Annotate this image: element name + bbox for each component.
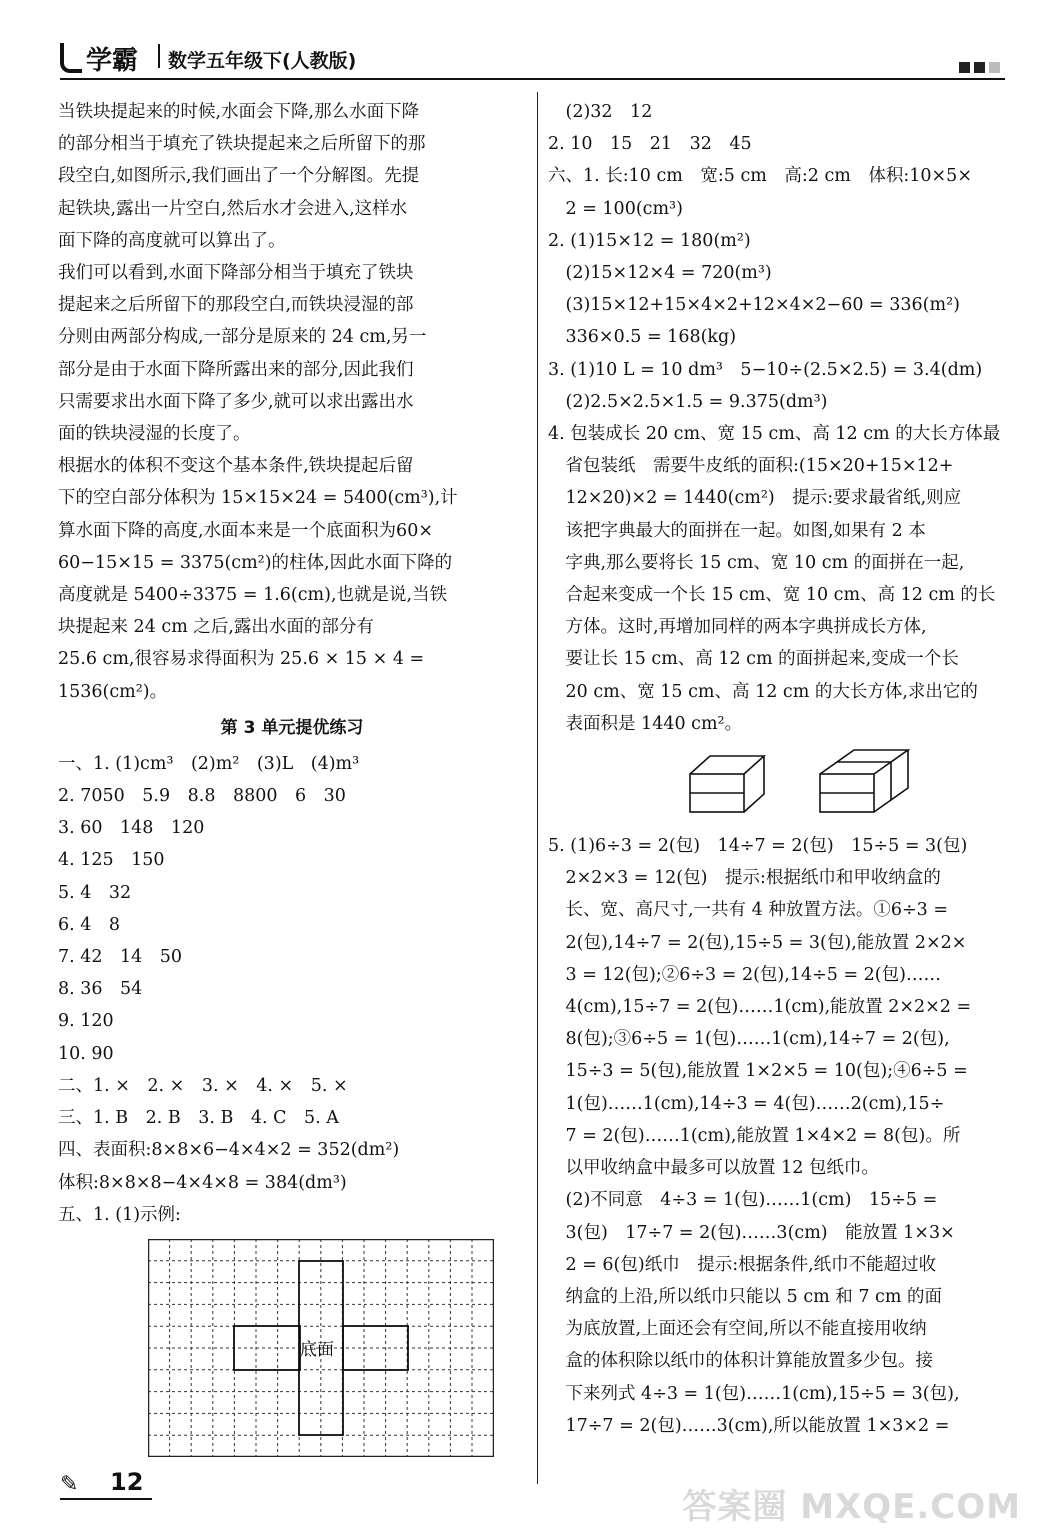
logo bbox=[60, 40, 138, 77]
right-column bbox=[548, 96, 1010, 1442]
answer-line: 字典,那么要将长 15 cm、宽 10 cm 的面拼在一起, bbox=[548, 552, 965, 573]
answer-line: 二、1. × 2. × 3. × 4. × 5. × bbox=[58, 1075, 348, 1096]
book-title: 数学五年级下(人教版) bbox=[168, 50, 357, 72]
answer-line: (2)32 12 bbox=[548, 102, 653, 122]
answer-line: 2. (1)15×12 = 180(m²) bbox=[548, 230, 751, 251]
answer-line: 下来列式 4÷3 = 1(包)……1(cm),15÷5 = 3(包), bbox=[548, 1383, 960, 1404]
stacked-boxes-diagram bbox=[688, 748, 988, 816]
text-line: 面下降的高度就可以算出了。 bbox=[58, 230, 286, 251]
answer-line: 8. 36 54 bbox=[58, 979, 143, 1000]
answer-line: 3(包) 17÷7 = 2(包)……3(cm) 能放置 1×3× bbox=[548, 1222, 955, 1243]
left-column bbox=[58, 96, 526, 1457]
answer-line: 2 = 6(包)纸巾 提示:根据条件,纸巾不能超过收 bbox=[548, 1254, 937, 1275]
answer-line: (2)2.5×2.5×1.5 = 9.375(dm³) bbox=[548, 391, 828, 412]
answer-line: 2×2×3 = 12(包) 提示:根据纸巾和甲收纳盒的 bbox=[548, 868, 941, 889]
answer-line: 三、1. B 2. B 3. B 4. C 5. A bbox=[58, 1108, 339, 1129]
text-line: 25.6 cm,很容易求得面积为 25.6 × 15 × 4 = bbox=[58, 649, 425, 670]
answer-line: 一、1. (1)cm³ (2)m² (3)L (4)m³ bbox=[58, 753, 360, 774]
header-separator bbox=[158, 44, 160, 68]
answer-line: 省包装纸 需要牛皮纸的面积:(15×20+15×12+ bbox=[548, 456, 954, 477]
page-number: 12 bbox=[110, 1468, 144, 1496]
explanation-para-2 bbox=[58, 257, 526, 450]
text-line: 段空白,如图所示,我们画出了一个分解图。先提 bbox=[58, 166, 420, 187]
answer-line: 5. (1)6÷3 = 2(包) 14÷7 = 2(包) 15÷5 = 3(包) bbox=[548, 836, 968, 857]
answer-line: 4(cm),15÷7 = 2(包)……1(cm),能放置 2×2×2 = bbox=[548, 997, 972, 1018]
answer-line: 该把字典最大的面拼在一起。如图,如果有 2 本 bbox=[548, 520, 926, 541]
answer-line: 要让长 15 cm、高 12 cm 的面拼起来,变成一个长 bbox=[548, 649, 959, 670]
answer-line: 8(包);③6÷5 = 1(包)……1(cm),14÷7 = 2(包), bbox=[548, 1029, 950, 1050]
explanation-para-3 bbox=[58, 450, 526, 708]
text-line: 提起来之后所留下的那段空白,而铁块浸湿的部 bbox=[58, 295, 414, 316]
grid-label: 底面 bbox=[300, 1339, 334, 1360]
watermark: 答案圈 MXQE.COM bbox=[682, 1487, 1021, 1527]
text-line: 分则由两部分构成,一部分是原来的 24 cm,另一 bbox=[58, 327, 427, 348]
answer-line: 4. 包装成长 20 cm、宽 15 cm、高 12 cm 的大长方体最 bbox=[548, 424, 1001, 445]
text-line: 面的铁块浸湿的长度了。 bbox=[58, 424, 251, 445]
answer-line: 3. (1)10 L = 10 dm³ 5−10÷(2.5×2.5) = 3.4(dm) bbox=[548, 359, 983, 380]
answer-line: 336×0.5 = 168(kg) bbox=[548, 327, 737, 348]
answer-line: 9. 120 bbox=[58, 1011, 114, 1032]
text-line: 我们可以看到,水面下降部分相当于填充了铁块 bbox=[58, 263, 414, 284]
text-line: 根据水的体积不变这个基本条件,铁块提起后留 bbox=[58, 456, 414, 477]
answer-line: 15÷3 = 5(包),能放置 1×2×5 = 10(包);④6÷5 = bbox=[548, 1061, 968, 1082]
answers-list bbox=[58, 748, 526, 1231]
text-line: 下的空白部分体积为 15×15×24 = 5400(cm³),计 bbox=[58, 488, 458, 509]
answer-line: 以甲收纳盒中最多可以放置 12 包纸巾。 bbox=[548, 1158, 879, 1179]
logo-text: 学霸 bbox=[86, 46, 139, 76]
header-squares-icon bbox=[955, 58, 1000, 77]
answer-line: 6. 4 8 bbox=[58, 914, 121, 935]
answer-line: 3 = 12(包);②6÷3 = 2(包),14÷5 = 2(包)…… bbox=[548, 964, 941, 985]
answer-line: 长、宽、高尺寸,一共有 4 种放置方法。①6÷3 = bbox=[548, 900, 948, 921]
answer-line: 纳盒的上沿,所以纸巾只能以 5 cm 和 7 cm 的面 bbox=[548, 1286, 942, 1307]
section-title: 第 3 单元提优练习 bbox=[220, 717, 364, 738]
text-line: 当铁块提起来的时候,水面会下降,那么水面下降 bbox=[58, 102, 420, 122]
answer-line: 六、1. 长:10 cm 宽:5 cm 高:2 cm 体积:10×5× bbox=[548, 166, 972, 187]
answer-line: 为底放置,上面还会有空间,所以不能直接用收纳 bbox=[548, 1319, 927, 1340]
text-line: 算水面下降的高度,水面本来是一个底面积为60× bbox=[58, 520, 433, 541]
answer-line: 2(包),14÷7 = 2(包),15÷5 = 3(包),能放置 2×2× bbox=[548, 932, 967, 953]
answer-line: (2)15×12×4 = 720(m³) bbox=[548, 263, 772, 284]
column-divider bbox=[537, 92, 538, 1484]
answer-line: 方体。这时,再增加同样的两本字典拼成长方体, bbox=[548, 617, 927, 638]
text-line: 的部分相当于填充了铁块提起来之后所留下的那 bbox=[58, 134, 426, 155]
text-line: 60−15×15 = 3375(cm²)的柱体,因此水面下降的 bbox=[58, 552, 453, 573]
answers-part-1 bbox=[548, 96, 1010, 740]
explanation-para-1 bbox=[58, 96, 526, 257]
text-line: 高度就是 5400÷3375 = 1.6(cm),也就是说,当铁 bbox=[58, 585, 448, 606]
page-header bbox=[60, 40, 1000, 80]
text-line: 块提起来 24 cm 之后,露出水面的部分有 bbox=[58, 617, 374, 638]
pencil-icon: ✎ bbox=[60, 1472, 79, 1497]
footer-rule bbox=[60, 1498, 152, 1500]
answer-line: 7 = 2(包)……1(cm),能放置 1×4×2 = 8(包)。所 bbox=[548, 1125, 961, 1146]
answer-line: 表面积是 1440 cm²。 bbox=[548, 713, 743, 734]
answer-line: (3)15×12+15×4×2+12×4×2−60 = 336(m²) bbox=[548, 295, 960, 316]
answers-part-2 bbox=[548, 830, 1010, 1442]
answer-line: 四、表面积:8×8×6−4×4×2 = 352(dm²) bbox=[58, 1140, 400, 1161]
answer-line: 10. 90 bbox=[58, 1043, 114, 1064]
answer-line: 7. 42 14 50 bbox=[58, 947, 183, 968]
answer-line: 1(包)……1(cm),14÷3 = 4(包)……2(cm),15÷ bbox=[548, 1093, 945, 1114]
answer-line: 17÷7 = 2(包)……3(cm),所以能放置 1×3×2 = bbox=[548, 1415, 950, 1436]
answer-line: 20 cm、宽 15 cm、高 12 cm 的大长方体,求出它的 bbox=[548, 681, 978, 702]
answer-line: 体积:8×8×8−4×4×8 = 384(dm³) bbox=[58, 1172, 347, 1193]
answer-line: 12×20)×2 = 1440(cm²) 提示:要求最省纸,则应 bbox=[548, 488, 962, 509]
answer-line: 3. 60 148 120 bbox=[58, 818, 205, 839]
page-footer bbox=[60, 1462, 160, 1502]
logo-mark-icon bbox=[60, 43, 82, 73]
answer-line: 盒的体积除以纸巾的体积计算能放置多少包。接 bbox=[548, 1351, 933, 1372]
answer-line: 五、1. (1)示例: bbox=[58, 1204, 181, 1225]
answer-line: 2. 7050 5.9 8.8 8800 6 30 bbox=[58, 786, 346, 807]
answer-line: 合起来变成一个长 15 cm、宽 10 cm、高 12 cm 的长 bbox=[548, 585, 996, 606]
header-rule bbox=[60, 78, 1005, 80]
text-line: 1536(cm²)。 bbox=[58, 681, 168, 702]
answer-line: 4. 125 150 bbox=[58, 850, 165, 871]
answer-line: 2. 10 15 21 32 45 bbox=[548, 134, 752, 155]
net-grid-diagram bbox=[148, 1239, 494, 1457]
text-line: 部分是由于水面下降所露出来的部分,因此我们 bbox=[58, 359, 414, 380]
text-line: 只需要求出水面下降了多少,就可以求出露出水 bbox=[58, 391, 414, 412]
answer-line: 2 = 100(cm³) bbox=[548, 198, 683, 219]
text-line: 起铁块,露出一片空白,然后水才会进入,这样水 bbox=[58, 198, 408, 219]
answer-line: 5. 4 32 bbox=[58, 882, 132, 903]
answer-line: (2)不同意 4÷3 = 1(包)……1(cm) 15÷5 = bbox=[548, 1190, 938, 1211]
